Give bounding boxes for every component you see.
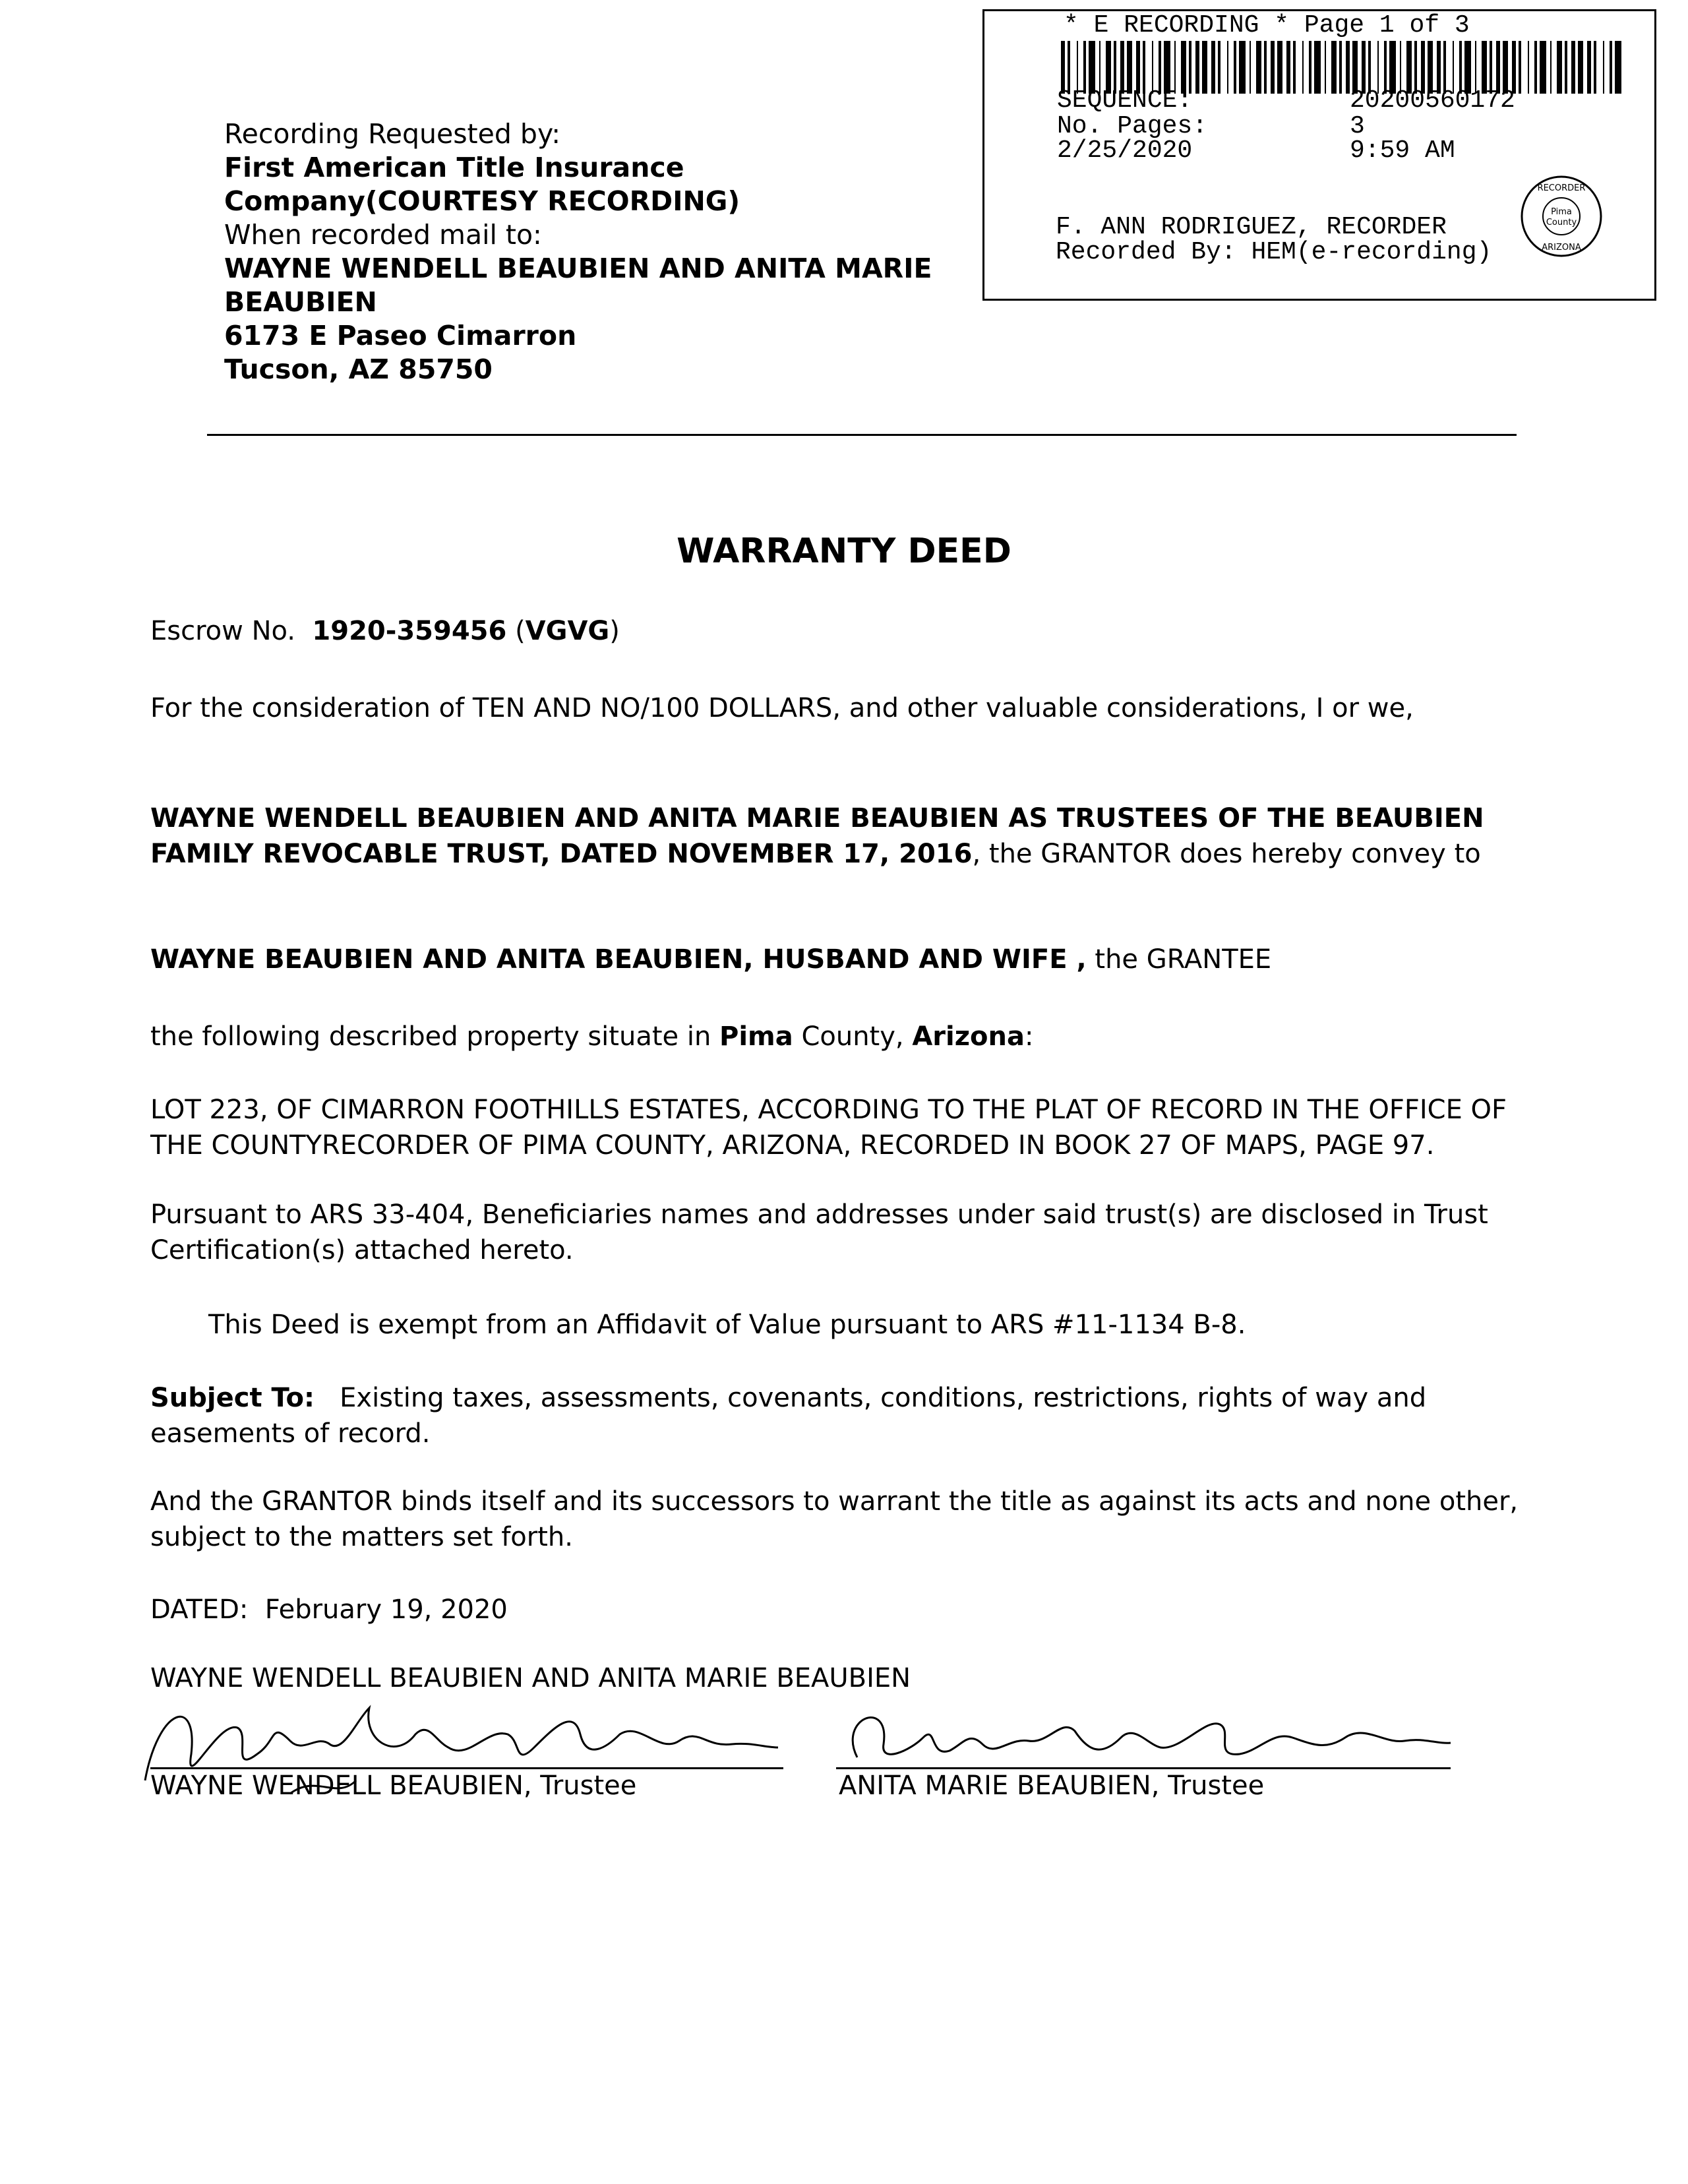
requested-by-label: Recording Requested by: [224,118,561,150]
barcode-bar [1127,41,1132,94]
stamp-sequence-value: 20200560172 [1350,86,1515,115]
barcode-bar [1309,41,1311,94]
mail-address-line-2: Tucson, AZ 85750 [224,353,493,385]
signature-anita [837,1691,1457,1784]
barcode-bar [1083,41,1086,94]
barcode-bar [1218,41,1221,94]
barcode-bar [1189,41,1191,94]
barcode-bar [1400,41,1401,94]
signature-line-1 [150,1767,783,1769]
barcode-bar [1256,41,1261,94]
subject-text: Existing taxes, assessments, covenants, conditions, restrictions, rights of way and easements of record. [150,1383,1427,1449]
signature-line-2 [836,1767,1451,1769]
barcode-bar [1314,41,1321,94]
mail-name-line-2: BEAUBIEN [224,286,377,318]
dated-label: DATED: [150,1594,249,1625]
barcode-bar [1557,41,1562,94]
barcode-bar [1428,41,1433,94]
escrow-paren-open: ( [515,616,526,646]
barcode-bar [1271,41,1275,94]
barcode-bar [1352,41,1358,94]
barcode-bar [1234,41,1236,94]
barcode-bar [1503,41,1508,94]
barcode-bar [1099,41,1100,94]
signer-1-name: WAYNE WENDELL BEAUBIEN, Trustee [150,1771,637,1801]
grantee-tail: the GRANTEE [1086,944,1272,975]
svg-text:County: County [1546,218,1577,228]
grantor-tail: , the GRANTOR does hereby convey to [972,839,1481,869]
barcode-bar [1496,41,1500,94]
barcode-bar [1453,41,1454,94]
escrow-number: 1920-359456 [312,616,507,646]
grantor-names: WAYNE WENDELL BEAUBIEN AND ANITA MARIE BEAUBIEN AS TRUSTEES OF THE BEAUBIEN FAMILY REVOCABLE TRUST, DATED NOVEMBER 17, 2016 [150,803,1484,869]
grantor-paragraph [150,801,1548,872]
stamp-recorder: F. ANN RODRIGUEZ, RECORDER [1056,213,1447,241]
property-county: Pima [719,1021,793,1052]
barcode-bar [1120,41,1124,94]
subject-paragraph [150,1380,1548,1451]
barcode-bar [1528,41,1529,94]
barcode-bar [1227,41,1228,94]
barcode-bar [1293,41,1296,94]
escrow-label: Escrow No. [150,616,295,646]
barcode-bar [1106,41,1111,94]
binds-paragraph: And the GRANTOR binds itself and its successors to warrant the title as against its acts and none other, subject to the matters set forth. [150,1486,1519,1552]
barcode-bar [1077,41,1078,94]
consideration-text: For the consideration of TEN AND NO/100 DOLLARS, and other valuable considerations, I or we, [150,693,1414,723]
stamp-time: 9:59 AM [1350,136,1455,165]
svg-text:ARIZONA: ARIZONA [1542,243,1581,253]
barcode-bar [1339,41,1342,94]
barcode-bar [1174,41,1176,94]
barcode-bar [1610,41,1612,94]
property-state: Arizona [912,1021,1025,1052]
barcode-bar [1164,41,1170,94]
barcode-bar [1211,41,1215,94]
barcode-bar [1114,41,1116,94]
pursuant-paragraph: Pursuant to ARS 33-404, Beneficiaries names and addresses under said trust(s) are disclosed in Trust Certification(s) attached hereto. [150,1199,1488,1265]
svg-text:Pima: Pima [1551,207,1572,217]
mail-name-line-1: WAYNE WENDELL BEAUBIEN AND ANITA MARIE [224,253,932,284]
barcode-bar [1475,41,1476,94]
barcode-bar [1482,41,1487,94]
barcode-bar [1181,41,1186,94]
barcode-bar [1331,41,1337,94]
barcode-bar [1464,41,1471,94]
barcode-bar [1377,41,1379,94]
barcode-bar [1195,41,1199,94]
barcode [1061,41,1621,94]
barcode-bar [1202,41,1207,94]
header-divider [207,434,1517,436]
legal-description: LOT 223, OF CIMARRON FOOTHILLS ESTATES, ACCORDING TO THE PLAT OF RECORD IN THE OFFICE OF THE COUNTYRECORDER OF PIMA COUNTY, ARIZONA, RECORDED IN BOOK 27 OF MAPS, PAGE 97. [150,1095,1507,1161]
barcode-bar [1571,41,1575,94]
barcode-bar [1565,41,1567,94]
company-line-1: First American Title Insurance [224,152,684,183]
grantee-names: WAYNE BEAUBIEN AND ANITA BEAUBIEN, HUSBAND AND WIFE , [150,944,1087,975]
recording-stamp [982,9,1656,301]
stamp-sequence-label: SEQUENCE: [1057,86,1193,115]
dated-line [150,1592,1548,1627]
barcode-bar [1068,41,1070,94]
barcode-bar [1325,41,1326,94]
barcode-bar [1550,41,1552,94]
barcode-bar [1152,41,1153,94]
escrow-line [150,613,1548,649]
barcode-bar [1519,41,1521,94]
barcode-bar [1603,41,1604,94]
stamp-pages-value: 3 [1350,112,1365,140]
grantee-paragraph [150,942,1548,977]
barcode-bar [1346,41,1350,94]
barcode-bar [1615,41,1621,94]
property-county-word: County, [793,1021,913,1052]
barcode-bar [1362,41,1366,94]
exempt-paragraph: This Deed is exempt from an Affidavit of Value pursuant to ARS #11-1134 B-8. [208,1310,1246,1340]
barcode-bar [1414,41,1417,94]
barcode-bar [1302,41,1304,94]
barcode-bar [1384,41,1387,94]
barcode-bar [1490,41,1492,94]
barcode-bar [1250,41,1251,94]
barcode-bar [1443,41,1446,94]
signature-heading: WAYNE WENDELL BEAUBIEN AND ANITA MARIE BEAUBIEN [150,1663,911,1693]
barcode-bar [1587,41,1591,94]
barcode-bar [1277,41,1282,94]
escrow-paren-close: ) [609,616,620,646]
barcode-bar [1264,41,1267,94]
barcode-bar [1459,41,1462,94]
stamp-header: * E RECORDING * Page 1 of 3 [1064,11,1470,40]
barcode-bar [1136,41,1140,94]
company-line-2: Company(COURTESY RECORDING) [224,185,740,217]
barcode-bar [1406,41,1412,94]
barcode-bar [1437,41,1441,94]
stamp-date: 2/25/2020 [1057,136,1193,165]
barcode-bar [1421,41,1425,94]
barcode-bar [1594,41,1596,94]
barcode-bar [1089,41,1095,94]
mail-block [224,117,932,386]
mail-to-label: When recorded mail to: [224,219,542,251]
barcode-bar [1286,41,1290,94]
property-colon: : [1024,1021,1034,1052]
barcode-bar [1578,41,1583,94]
barcode-bar [1540,41,1546,94]
mail-address-line-1: 6173 E Paseo Cimarron [224,320,577,351]
barcode-bar [1239,41,1246,94]
property-prefix: the following described property situate in [150,1021,720,1052]
stamp-pages-label: No. Pages: [1057,112,1208,140]
svg-text:RECORDER: RECORDER [1537,183,1586,193]
barcode-bar [1389,41,1396,94]
barcode-bar [1368,41,1371,94]
barcode-bar [1159,41,1161,94]
dated-value: February 19, 2020 [264,1594,508,1625]
document-title: WARRANTY DEED [677,531,1011,571]
county-recorder-seal-icon [1519,173,1604,259]
stamp-recorded-by: Recorded By: HEM(e-recording) [1056,238,1492,266]
property-line [150,1019,1548,1054]
barcode-bar [1061,41,1065,94]
escrow-code: VGVG [525,616,610,646]
barcode-bar [1143,41,1145,94]
signer-2-name: ANITA MARIE BEAUBIEN, Trustee [839,1771,1265,1801]
subject-label: Subject To: [150,1383,315,1413]
barcode-bar [1534,41,1537,94]
barcode-bar [1512,41,1516,94]
